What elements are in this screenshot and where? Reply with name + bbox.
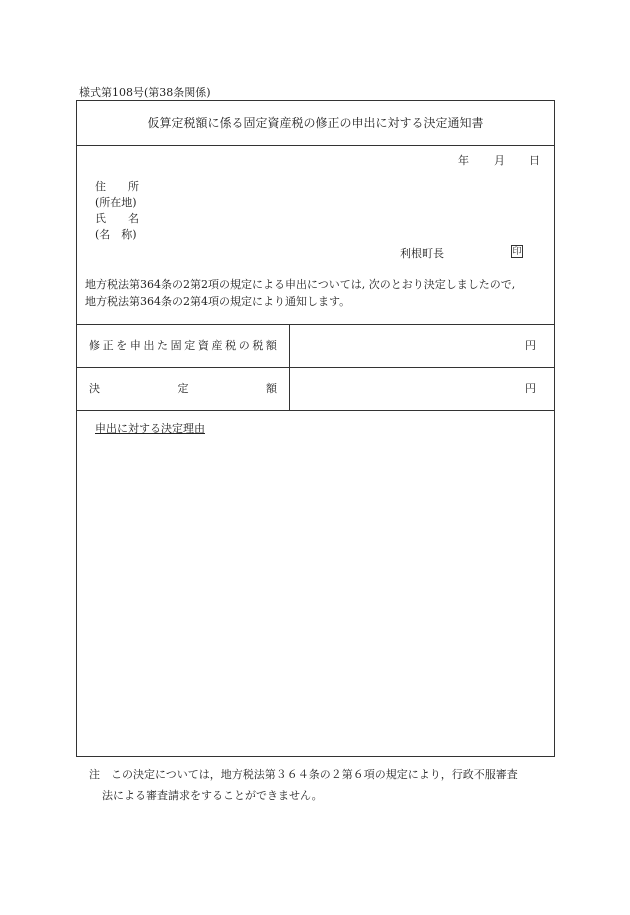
label-char: 固 [170,339,182,352]
decided-amount-row [77,367,554,410]
label-char: 額 [265,339,277,352]
notice-body-line2: 地方税法第364条の2第4項の規定により通知します。 [85,295,351,308]
form-title: 仮算定税額に係る固定資産税の修正の申出に対する決定通知書 [77,101,554,146]
location-label: (所在地) [95,196,137,209]
date-day: 日 [529,154,540,167]
notice-body-line1: 地方税法第364条の2第2項の規定による申出については, 次のとおり決定しましたので, [85,278,516,291]
revised-tax-row [77,324,554,367]
label-char: 額 [266,382,277,395]
decision-reason-heading: 申出に対する決定理由 [95,422,205,435]
label-char: 定 [184,339,196,352]
issuer-name: 利根町長 [400,247,444,260]
label-char: 出 [143,339,155,352]
revised-tax-label-text [77,325,289,367]
footnote-line1: 注 この決定については，地方税法第３６４条の２第６項の規定により，行政不服審査 [89,768,518,781]
footnote-line2: 法による審査請求をすることができません。 [102,789,323,802]
revised-tax-unit: 円 [525,339,536,352]
footnote [89,764,518,806]
name-label: 氏 名 [95,212,139,225]
decided-amount-unit: 円 [525,382,536,395]
decided-amount-label-text [77,368,289,410]
revised-tax-label [77,325,290,367]
label-char: 申 [129,339,141,352]
label-char: 税 [225,339,237,352]
label-char: 税 [252,339,264,352]
date-year: 年 [458,154,469,167]
address-label: 住 所 [95,180,139,193]
date-month: 月 [494,154,505,167]
label-char: 修 [89,339,100,352]
label-char: 定 [177,382,189,395]
seal-mark: 印 [512,247,522,257]
notice-form [76,100,555,757]
form-number: 様式第108号(第38条関係) [79,86,211,99]
decided-amount-label [77,368,290,410]
designation-label: (名 称) [95,228,137,241]
label-char: た [157,339,169,352]
label-char: 正 [102,339,114,352]
decision-reason-box [77,410,554,756]
label-char: の [238,339,250,352]
notice-body [85,276,550,310]
label-char: 決 [89,382,100,395]
label-char: を [116,339,128,352]
label-char: 資 [197,339,209,352]
label-char: 産 [211,339,223,352]
